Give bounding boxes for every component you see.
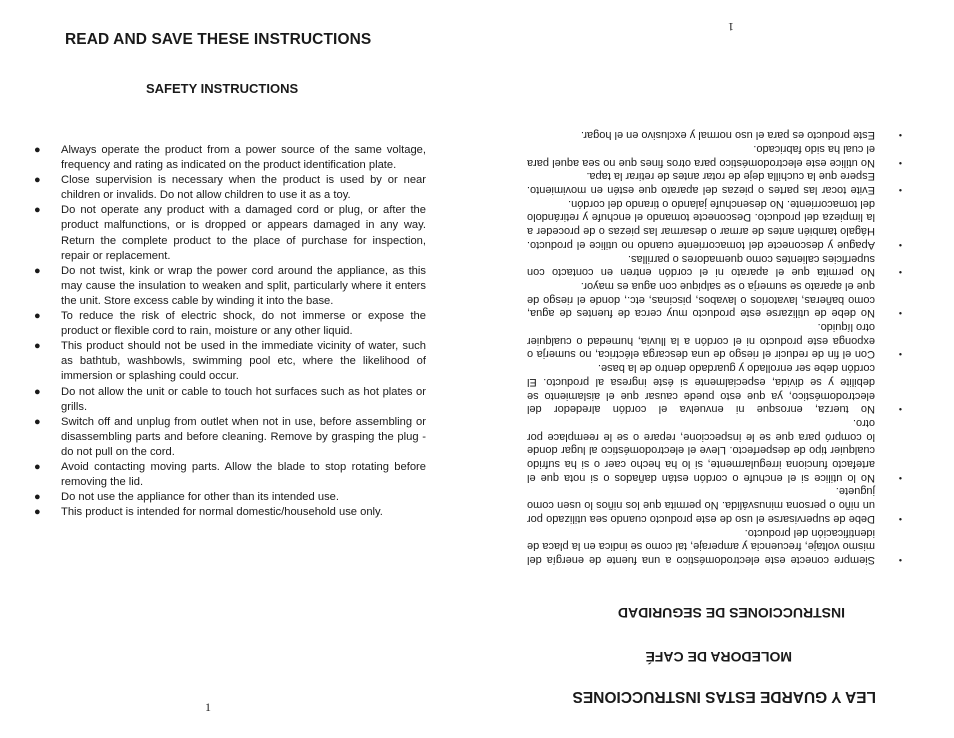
safety-item-text: This product is intended for normal domestic/household use only. [61,506,383,519]
spanish-safety-list [527,128,902,567]
safety-item-text: To reduce the risk of electric shock, do not immerse or expose the product or flexible cord to rain, moisture or any other liquid. [61,310,426,338]
safety-item-text: Do not twist, kink or wrap the power cord around the appliance, as this may cause the insulation to weaken and split, particularly where it enters the unit. Store excess cable by winding it into the base. [61,264,426,307]
spanish-safety-list-item [527,360,902,415]
section-title: SAFETY INSTRUCTIONS [146,81,299,96]
safety-list-item [34,309,426,339]
safety-item-text: Do not use the appliance for other than its intended use. [61,491,340,504]
bullet-icon: ● [34,506,41,519]
safety-list-item [34,490,426,505]
safety-list-item [34,203,426,263]
bullet-icon: ● [34,415,41,428]
safety-list [34,143,426,520]
safety-item-text: Avoid contacting moving parts. Allow the blade to stop rotating before removing the lid. [61,460,426,489]
spanish-safety-list-item [527,169,902,196]
spanish-safety-item-text: Con el fin de reducir el riesgo de una descarga eléctrica, no sumerja o exponga este producto ni el cordón a la lluvia, humedad o cualquier otro líquido. [527,321,875,361]
spanish-safety-item-text: Evite tocar las partes o piezas del aparato que estén en movimiento. Espere que la cuchilla deje de rotar antes de retirar la tapa. [527,170,875,197]
spanish-page-number: 1 [728,20,734,34]
spanish-safety-list-item [527,251,902,278]
safety-list-item [34,385,426,415]
spanish-page-title: LEA Y GUARDE ESTAS INSTRUCCIONES [572,688,876,705]
spanish-safety-list-item [527,484,902,525]
bullet-icon: ● [34,340,41,353]
bullet-icon: ● [34,174,41,187]
spanish-safety-list-item [527,415,902,484]
bullet-icon: ● [34,144,41,156]
safety-list-item [34,339,426,384]
page-number: 1 [205,700,211,714]
bullet-icon: • [898,185,902,196]
page-title: READ AND SAVE THESE INSTRUCTIONS [65,31,372,48]
safety-list-item [34,264,426,309]
bullet-icon: • [898,267,902,278]
bullet-icon: • [898,308,902,319]
spanish-safety-item-text: No lo utilice si el enchufe o cordón están dañados o si nota que el artefacto funciona irregularmente, si lo ha hecho caer o si ha sufrido cualquier tipo de desperfecto. Lleve el electrodoméstico al lugar donde lo compró para que se le inspeccione, repare o se le reemplace por otro. [527,416,875,484]
bullet-icon: • [898,472,902,483]
spanish-safety-list-item [527,278,902,319]
bullet-icon: ● [34,264,41,277]
spanish-safety-item-text: No utilice este electrodoméstico para otros fines que no sea aquel para el cual ha sido fabricado. [527,142,875,169]
spanish-safety-item-text: No tuerza, enrosque ni envuelva el cordón alrededor del electrodoméstico, ya que esto puede causar que el aislamiento se debilite y se divida, especialmente si éste ingresa al producto. El cordón debe ser enrollado y guardado dentro de la base. [527,362,875,416]
bullet-icon: • [898,555,902,565]
bullet-icon: • [898,157,902,168]
bullet-icon: ● [34,310,41,323]
spanish-safety-list-item [527,319,902,360]
bullet-icon: ● [34,491,41,504]
safety-item-text: Close supervision is necessary when the product is used by or near children or invalids. Do not allow children to use it as a toy. [61,174,426,202]
spanish-section-title: INSTRUCCIONES DE SEGURIDAD [617,605,845,621]
safety-list-item [34,415,426,460]
spanish-safety-item-text: Apague y desconecte del tomacorriente cuando no utilice el producto. Hágalo también antes de armar o desarmar las piezas o de proceder a la limpieza del producto. Desconecte tomando el enchufe y retirándolo del tomacorriente. No desenchufe jalando o tirando del cordón. [527,197,875,251]
spanish-safety-item-text: Siempre conecte este electrodoméstico a una fuente de energía del mismo voltaje, frecuencia y amperaje, tal como se indica en la placa de identificación del producto. [527,526,875,566]
rotated-spanish-page [477,0,954,738]
spanish-safety-list-item [527,525,902,566]
spanish-safety-item-text: No permita que el aparato ni el cordón entren en contacto con superficies calientes como quemadores o parrillas. [527,252,875,279]
spanish-safety-item-text: No debe de utilizarse este producto muy cerca de fuentes de agua, como bañeras, lavatorios o lavabos, piscinas, etc., donde el riesgo de que el aparato se sumerja o se salpique con agua es mayor. [527,279,875,320]
spanish-safety-list-item [527,141,902,168]
bullet-icon: ● [34,385,41,398]
spanish-safety-item-text: Este producto es para el uso normal y exclusivo en el hogar. [580,129,875,142]
bullet-icon: • [898,130,902,141]
bullet-icon: ● [34,460,41,473]
safety-item-text: Switch off and unplug from outlet when not in use, before assembling or disassembling parts and before cleaning. Remove by grasping the plug - do not pull on the cord. [61,415,426,458]
safety-item-text: Do not operate any product with a damaged cord or plug, or after the product malfunctions, or is dropped or appears damaged in any way. Return the complete product to the place of purchase for inspection, repair or replacement. [61,204,426,262]
bullet-icon: • [898,239,902,250]
spanish-safety-list-item [527,196,902,251]
bullet-icon: • [898,513,902,524]
spanish-safety-list-item [527,128,902,142]
safety-item-text: This product should not be used in the immediate vicinity of water, such as bathtub, washbowls, swimming pool etc, where the likelihood of immersion or splashing could occur. [61,340,426,383]
safety-item-text: Always operate the product from a power source of the same voltage, frequency and rating as indicated on the product identification plate. [61,144,426,172]
spanish-safety-item-text: Debe de supervisarse el uso de este producto cuando sea utilizado por un niño o persona minusválida. No permita que los niños lo usen como juguete. [527,485,875,525]
bullet-icon: ● [34,204,41,217]
safety-list-item [34,173,426,203]
bullet-icon: • [898,404,902,415]
safety-list-item [34,505,426,520]
spanish-product-name: MOLEDORA DE CAFÉ [645,649,792,665]
bullet-icon: • [898,349,902,360]
safety-item-text: Do not allow the unit or cable to touch hot surfaces such as hot plates or grills. [61,385,426,413]
right-page [477,0,954,738]
safety-list-item [34,143,426,173]
safety-list-item [34,460,426,490]
